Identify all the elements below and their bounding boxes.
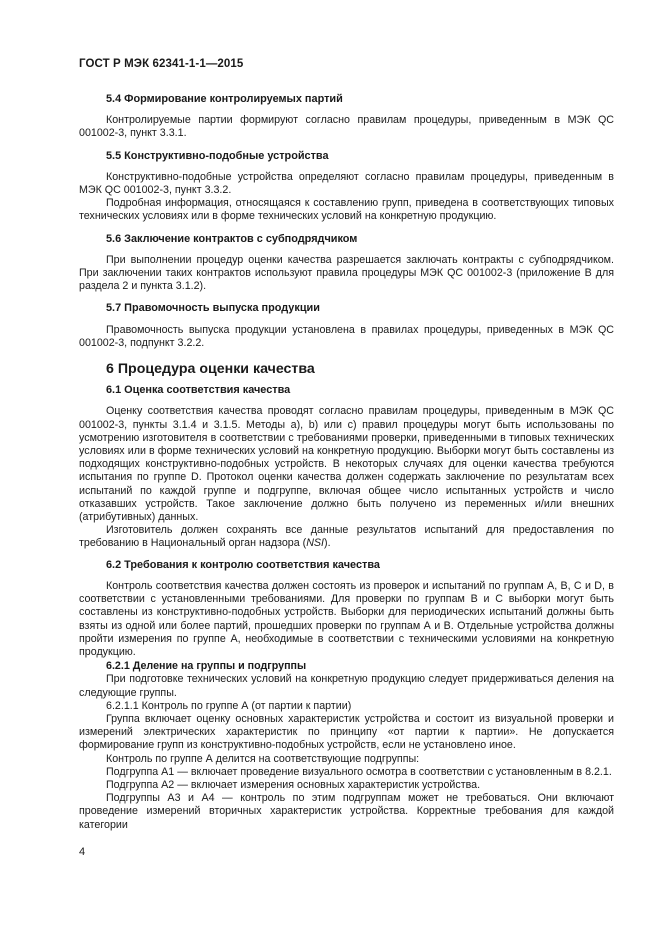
section-5-7-paragraph: Правомочность выпуска продукции установлена в правилах процедуры, приведенных в МЭК QC 001002-3, подпункт 3.2.2.	[79, 323, 614, 349]
nsi-abbreviation: NSI	[306, 537, 325, 550]
section-6-2-paragraph: Контроль соответствия качества должен состоять из проверок и испытаний по группам А, В, С и D, в соответствии с установленными требованиями. Для проверки по группам В и С выборки могут быть составлены из конструктивно-подобных устройств. Выборки для периодических испытаний должны быть взяты из одной или более партий, прошедших проверки по группам А и В. Отдельные устройства должны пройти измерения по группе А, необходимые в соответствии с техническими условиями на конкретную продукцию.	[79, 579, 614, 658]
section-5-4-heading: 5.4 Формирование контролируемых партий	[106, 93, 343, 105]
subgroup-a3-a4-paragraph: Подгруппы А3 и А4 — контроль по этим подгруппам может не требоваться. Они включают проведение измерений вторичных характеристик устройства. Корректные требования для каждой категории	[79, 792, 614, 831]
section-5-6-heading: 5.6 Заключение контрактов с субподрядчиком	[106, 232, 358, 245]
subgroup-a1-paragraph: Подгруппа А1 — включает проведение визуального осмотра в соответствии с установленным в 8.2.1.	[106, 765, 612, 778]
section-6-1-heading: 6.1 Оценка соответствия качества	[106, 384, 291, 397]
section-5-5-paragraph-2: Подробная информация, относящаяся к составлению групп, приведена в соответствующих типовых технических условиях или в форме технических условий на конкретную продукцию.	[79, 197, 614, 223]
section-6-1-paragraph-2	[79, 524, 614, 550]
section-6-2-1-paragraph-2: Группа включает оценку основных характеристик устройства и состоит из визуальной проверки и измерений электрических характеристик по принципу «от партии к партии». Не допускается формирование групп из конструктивно-подобных устройств, если не установлено иное.	[79, 712, 614, 752]
section-5-5-heading: 5.5 Конструктивно-подобные устройства	[106, 149, 329, 162]
document-body	[79, 86, 614, 832]
document-header: ГОСТ Р МЭК 62341-1-1—2015	[79, 58, 244, 70]
section-6-2-1-paragraph-3: Контроль по группе А делится на соответствующие подгруппы:	[106, 752, 420, 765]
page-number: 4	[79, 846, 86, 858]
nsi-sentence-start: Изготовитель должен сохранять все данные результатов испытаний для предоставления по требованию в Национальный орган надзора (	[79, 524, 614, 550]
section-6-2-1-paragraph-1: При подготовке технических условий на конкретную продукцию следует придерживаться деления на следующие группы.	[79, 673, 614, 699]
section-6-1-paragraph-1: Оценку соответствия качества проводят согласно правилам процедуры, приведенным в МЭК QC 001002-3, пункты 3.1.4 и 3.1.5. Методы а), b) или с) правил процедуры могут быть использованы по усмотрению изготовителя в соответствии с требованиями проверки, приведенными в типовых технических условиях или в форме технических условий на конкретную продукцию. Выборки могут быть составлены из подходящих конструктивно-подобных устройств. В некоторых случаях для оценки качества требуются испытания по группе D. Протокол оценки качества должен содержать заключение по результатам всех испытаний по каждой группе и подгруппе, включая общее число испытанных устройств и число отказавших устройств. Такое заключение должно быть получено из переменных и/или внешних (атрибутивных) данных.	[79, 405, 614, 524]
section-6-2-1-heading: 6.2.1 Деление на группы и подгруппы	[106, 660, 307, 673]
subgroup-a2-paragraph: Подгруппа А2 — включает измерения основных характеристик устройства.	[106, 778, 481, 791]
section-6-2-heading: 6.2 Требования к контролю соответствия качества	[106, 558, 380, 571]
section-5-5-paragraph-1: Конструктивно-подобные устройства определяют согласно правилам процедуры, приведенным в МЭК QC 001002-3, пункт 3.3.2.	[79, 170, 614, 197]
section-5-6-paragraph: При выполнении процедур оценки качества разрешается заключать контракты с субподрядчиком. При заключении таких контрактов используют правила процедуры МЭК QC 001002-3 (приложение В для раздела 2 и пункта 3.1.2).	[79, 253, 614, 293]
section-5-4-paragraph: Контролируемые партии формируют согласно правилам процедуры, приведенным в МЭК QC 001002-3, пункт 3.3.1.	[79, 114, 614, 140]
nsi-sentence-end: ).	[324, 537, 331, 550]
section-6-2-1-1-title: 6.2.1.1 Контроль по группе А (от партии к партии)	[106, 699, 352, 712]
section-5-7-heading: 5.7 Правомочность выпуска продукции	[106, 302, 320, 315]
section-6-heading: 6 Процедура оценки качества	[106, 361, 315, 378]
